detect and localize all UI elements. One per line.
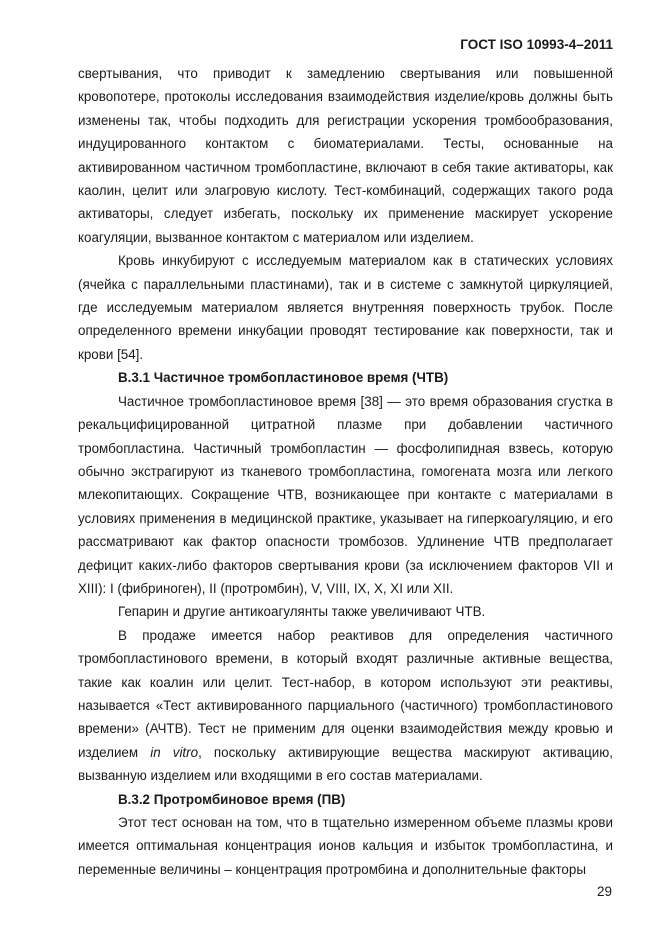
- paragraph-1: свертывания, что приводит к замедлению свертывания или повышенной кровопотере, протоколы исследования взаимодействия изделие/кровь должны быть изменены так, чтобы подходить для регистрации ускорения тромбообразования, индуцированного контактом с биоматериалами. Тесты, основанные на активированном частичном тромбопластине, включают в себя такие активаторы, как каолин, целит или элагровую кислоту. Тест-комбинаций, содержащих такого рода активаторы, следует избегать, поскольку их применение маскирует ускорение коагуляции, вызванное контактом с материалом или изделием.: [78, 66, 613, 245]
- document-header: ГОСТ ISO 10993-4–2011: [460, 37, 613, 52]
- paragraph-5: [78, 624, 613, 788]
- paragraph-6: Этот тест основан на том, что в тщательно измеренном объеме плазмы крови имеется оптимальная концентрация ионов кальция и избыток тромбопластина, и переменные величины – концентрация протромбина и дополнительные факторы: [78, 815, 613, 877]
- paragraph-3: Частичное тромбопластиновое время [38] — это время образования сгустка в рекальцифицированной цитратной плазме при добавлении частичного тромбопластина. Частичный тромбопластин — фосфолипидная взвесь, которую обычно экстрагируют из тканевого тромбопластина, гомогената мозга или легкого млекопитающих. Сокращение ЧТВ, возникающее при контакте с материалами в условиях применения в медицинской практике, указывает на гиперкоагуляцию, и его рассматривают как фактор опасности тромбозов. Удлинение ЧТВ предполагает дефицит каких-либо факторов свертывания крови (за исключением факторов VII и XIII): I (фибриноген), II (протромбин), V, VIII, IX, X, XI или XII.: [78, 393, 613, 596]
- document-body: [78, 62, 613, 881]
- paragraph-5-italic: in vitro: [150, 744, 199, 760]
- section-heading-b31: В.3.1 Частичное тромбопластиновое время (ЧТВ): [118, 370, 449, 386]
- page-number: 29: [596, 884, 612, 899]
- paragraph-2: Кровь инкубируют с исследуемым материалом как в статических условиях (ячейка с параллельными пластинами), так и в системе с замкнутой циркуляцией, где исследуемым материалом является внутренняя поверхность трубок. После определенного времени инкубации проводят тестирование как поверхности, так и крови [54].: [78, 253, 613, 362]
- paragraph-5-end: , поскольку активирующие вещества маскируют активацию, вызванную изделием или входящими в его состав материалами.: [78, 744, 613, 784]
- section-heading-b32: В.3.2 Протромбиновое время (ПВ): [118, 791, 346, 807]
- paragraph-5-start: В продаже имеется набор реактивов для определения частичного тромбопластинового времени, в который входят различные активные вещества, такие как коалин или целит. Тест-набор, в котором используют эти реактивы, называется «Тест активированного парциального (частичного) тромбопластинового времени» (АЧТВ). Тест не применим для оценки взаимодействия между кровью и изделием: [78, 627, 613, 760]
- paragraph-4: Гепарин и другие антикоагулянты также увеличивают ЧТВ.: [118, 604, 486, 620]
